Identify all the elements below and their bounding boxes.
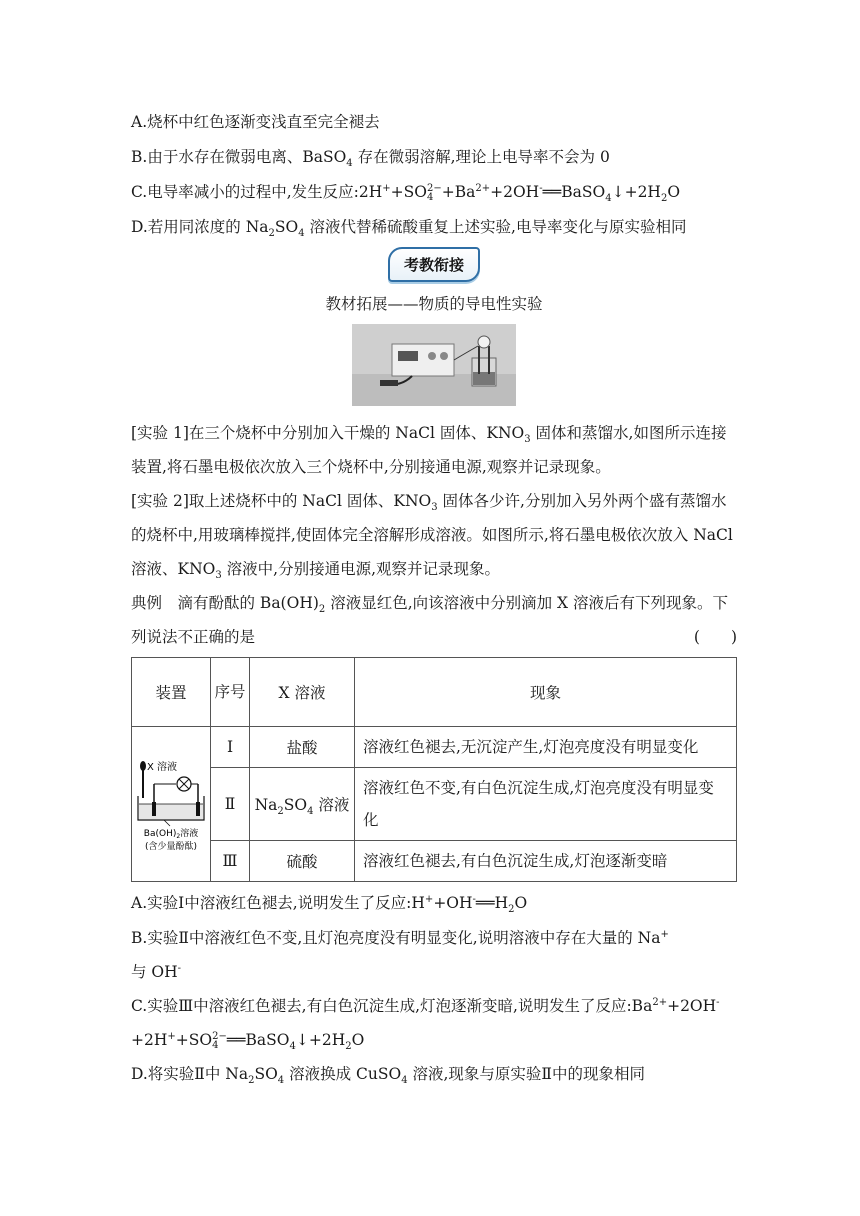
experiment-2: [实验 2]取上述烧杯中的 NaCl 固体、$KNO_3$ 固体各少许,分别加入另外两个盛有蒸馏水的烧杯中,用玻璃棒搅拌,使固体完全溶解形成溶液。如图所示,将石墨电极依次放入 NaCl 溶液、$KNO_3$ 溶液中,分别接通电源,观察并记录现象。 [131,492,733,582]
diagram-base-label: $Ba(OH)_2$溶液 [143,829,199,840]
header-seq: 序号 [211,658,250,727]
table-row [132,768,737,841]
row-2-seq: Ⅱ [211,768,250,841]
section-subtitle: 教材拓展——物质的导电性实验 [325,295,543,313]
row-2-x: $Na_2SO_4$ 溶液 [250,768,355,841]
diagram-x-label: X 溶液 [147,762,178,773]
row-3-x: 硫酸 [250,841,355,882]
header-x: X 溶液 [250,658,355,727]
table-header-row [132,658,737,727]
experiment-1: [实验 1]在三个烧杯中分别加入干燥的 NaCl 固体、$KNO_3$ 固体和蒸馏水,如图所示连接装置,将石墨电极依次放入三个烧杯中,分别接通电源,观察并记录现象。 [131,424,727,476]
section-badge-wrap [131,247,737,287]
row-1-phenomenon: 溶液红色褪去,无沉淀产生,灯泡亮度没有明显变化 [355,727,737,768]
device-diagram-cell [132,727,211,882]
row-1-x: 盐酸 [250,727,355,768]
row-2-phenomenon: 溶液红色不变,有白色沉淀生成,灯泡亮度没有明显变化 [355,768,737,841]
experiment-table [131,657,737,882]
option-d: D.若用同浓度的 $Na_2SO_4$ 溶液代替稀硫酸重复上述实验,电导率变化与原实验相同 [131,218,687,240]
answer-c: C.实验Ⅲ中溶液红色褪去,有白色沉淀生成,灯泡逐渐变暗,说明发生了反应$:Ba^{2+}+2OH^-+2H^++SO2-$ 4 $══BaSO_4↓+2H_2O$ [131,996,720,1053]
page-content [131,105,737,1092]
option-b: B.由于水存在微弱电离、BaSO$_4$ 存在微弱溶解,理论上电导率不会为 0 [131,148,610,170]
example-question: 典例 滴有酚酞的 $Ba(OH)_2$ 溶液显红色,向该溶液中分别滴加 X 溶液后有下列现象。下列说法不正确的是 ( ) [131,586,737,654]
table-row [132,841,737,882]
header-device: 装置 [132,658,211,727]
option-c: C.电导率减小的过程中,发生反应:2H++SO2− $4 +Ba^{2+}+2OH^-══BaSO_4↓+2H_2O$ [131,182,681,205]
device-diagram [134,754,208,854]
apparatus-photo-image [352,324,516,406]
answer-a: A.实验Ⅰ中溶液红色褪去,说明发生了反应$:H^++OH^-══H_2O$ [131,893,528,916]
answer-blank: ( ) [693,628,737,646]
row-3-phenomenon: 溶液红色褪去,有白色沉淀生成,灯泡逐渐变暗 [355,841,737,882]
answer-d: D.将实验Ⅱ中 $Na_2SO_4$ 溶液换成 CuSO$_4$ 溶液,现象与原实验Ⅱ中的现象相同 [131,1065,645,1087]
apparatus-photo [131,324,737,410]
row-3-seq: Ⅲ [211,841,250,882]
table-row [132,727,737,768]
header-phenomenon: 现象 [355,658,737,727]
section-badge: 考教衔接 [388,247,480,282]
option-a: A.烧杯中红色逐渐变浅直至完全褪去 [131,113,380,131]
row-1-seq: Ⅰ [211,727,250,768]
diagram-note: (含少量酚酞) [144,842,198,852]
answer-b: B.实验Ⅱ中溶液红色不变,且灯泡亮度没有明显变化,说明溶液中存在大量的 Na+ 与 OH- [131,928,669,981]
